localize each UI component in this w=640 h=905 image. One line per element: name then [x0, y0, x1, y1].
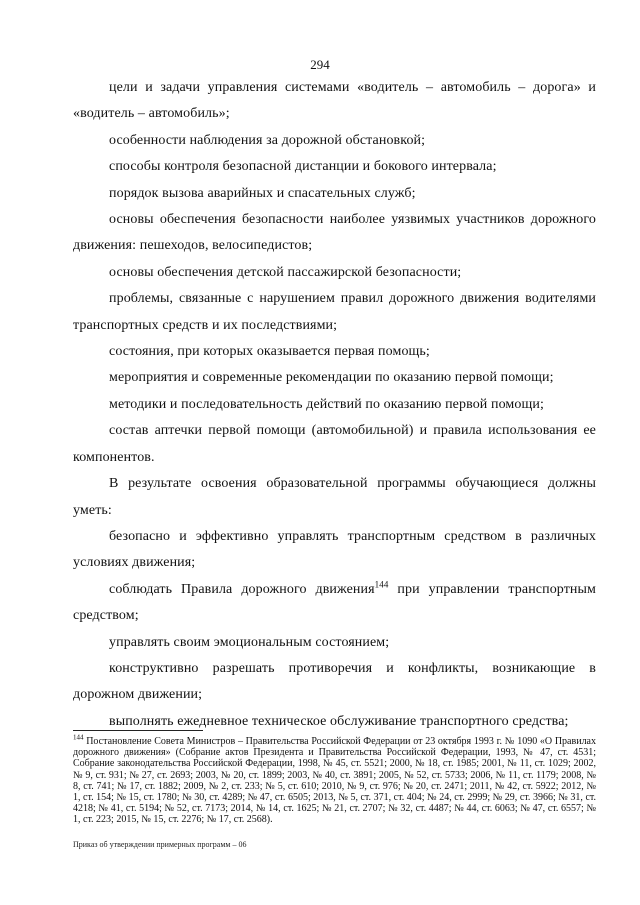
paragraph-text: безопасно и эффективно управлять транспортным средством в различных условиях движения;: [73, 528, 596, 571]
body-text: [73, 75, 596, 735]
paragraph-text: соблюдать Правила дорожного движения: [109, 581, 375, 597]
paragraph-text: состав аптечки первой помощи (автомобильной) и правила использования ее компонентов.: [73, 423, 596, 465]
paragraph: [73, 207, 596, 260]
paragraph: [73, 471, 596, 524]
footnote-marker: 144: [73, 733, 84, 742]
paragraph-text: мероприятия и современные рекомендации по оказанию первой помощи;: [109, 370, 554, 386]
paragraph: [73, 418, 596, 471]
paragraph: [73, 128, 596, 154]
paragraph: [73, 577, 596, 630]
footnote-text: Постановление Совета Министров – Правительства Российской Федерации от 23 октября 1993 г. № 1090 «О Правилах дорожного движения» (Собрание актов Президента и Правительства Российской Федерации, 1993, № 47, ст. 4531; Собрание законодательства Российской Федерации, 1998, № 45, ст. 5521; 2000, № 18, ст. 1985; 2001, № 11, ст. 1029; 2002, № 9, ст. 931; № 27, ст. 2693; 2003, № 20, ст. 1899; 2003, № 40, ст. 3891; 2005, № 52, ст. 5733; 2006, № 11, ст. 1179; 2008, № 8, ст. 741; № 17, ст. 1882; 2009, № 2, ст. 233; № 5, ст. 610; 2010, № 9, ст. 976; № 20, ст. 2471; 2011, № 42, ст. 5922; 2012, № 1, ст. 154; № 15, ст. 1780; № 30, ст. 4289; № 47, ст. 6505; 2013, № 5, ст. 371, ст. 404; № 24, ст. 2999; № 29, ст. 3966; № 31, ст. 4218; № 41, ст. 5194; № 52, ст. 7173; 2014, № 14, ст. 1625; № 21, ст. 2707; № 32, ст. 4487; № 44, ст. 6063; № 47, ст. 6557; № 1, ст. 223; 2015, № 15, ст. 2276; № 17, ст. 2568).: [73, 736, 596, 826]
paragraph: [73, 181, 596, 207]
paragraph: [73, 524, 596, 577]
paragraph-text: проблемы, связанные с нарушением правил дорожного движения водителями транспортных средств и их последствиями;: [73, 291, 596, 333]
paragraph-text: конструктивно разрешать противоречия и конфликты, возникающие в дорожном движении;: [73, 660, 596, 703]
paragraph-text: методики и последовательность действий по оказанию первой помощи;: [109, 396, 544, 412]
paragraph-text: при управлении транспортным средством;: [73, 581, 596, 624]
paragraph-text: основы обеспечения безопасности наиболее уязвимых участников дорожного движения: пешеходов, велосипедистов;: [73, 212, 596, 254]
paragraph: [73, 154, 596, 180]
page-number: 294: [310, 57, 330, 72]
paragraph-text: состояния, при которых оказывается первая помощь;: [109, 344, 430, 360]
paragraph-text: В результате освоения образовательной программы обучающиеся должны уметь:: [73, 476, 596, 518]
paragraph: [73, 709, 596, 735]
paragraph-text: порядок вызова аварийных и спасательных служб;: [109, 185, 416, 201]
paragraph: [73, 630, 596, 656]
paragraph-text: способы контроля безопасной дистанции и бокового интервала;: [109, 159, 497, 175]
paragraph: [73, 392, 596, 418]
paragraph-text: цели и задачи управления системами «водитель – автомобиль – дорога» и «водитель – автомобиль»;: [73, 80, 596, 122]
paragraph: [73, 286, 596, 339]
footer-caption: Приказ об утверждении примерных программ – 06: [73, 840, 247, 849]
footnote-reference: 144: [374, 579, 389, 590]
paragraph: [73, 260, 596, 286]
paragraph-text: особенности наблюдения за дорожной обстановкой;: [109, 132, 426, 148]
paragraph-text: основы обеспечения детской пассажирской безопасности;: [109, 264, 462, 280]
footnote: [73, 733, 596, 826]
footnote-separator: [73, 730, 203, 731]
paragraph-text: выполнять ежедневное техническое обслуживание транспортного средства;: [109, 713, 569, 729]
paragraph: [73, 365, 596, 391]
paragraph-text: управлять своим эмоциональным состоянием;: [109, 634, 390, 650]
paragraph: [73, 75, 596, 128]
paragraph: [73, 339, 596, 365]
paragraph: [73, 656, 596, 709]
